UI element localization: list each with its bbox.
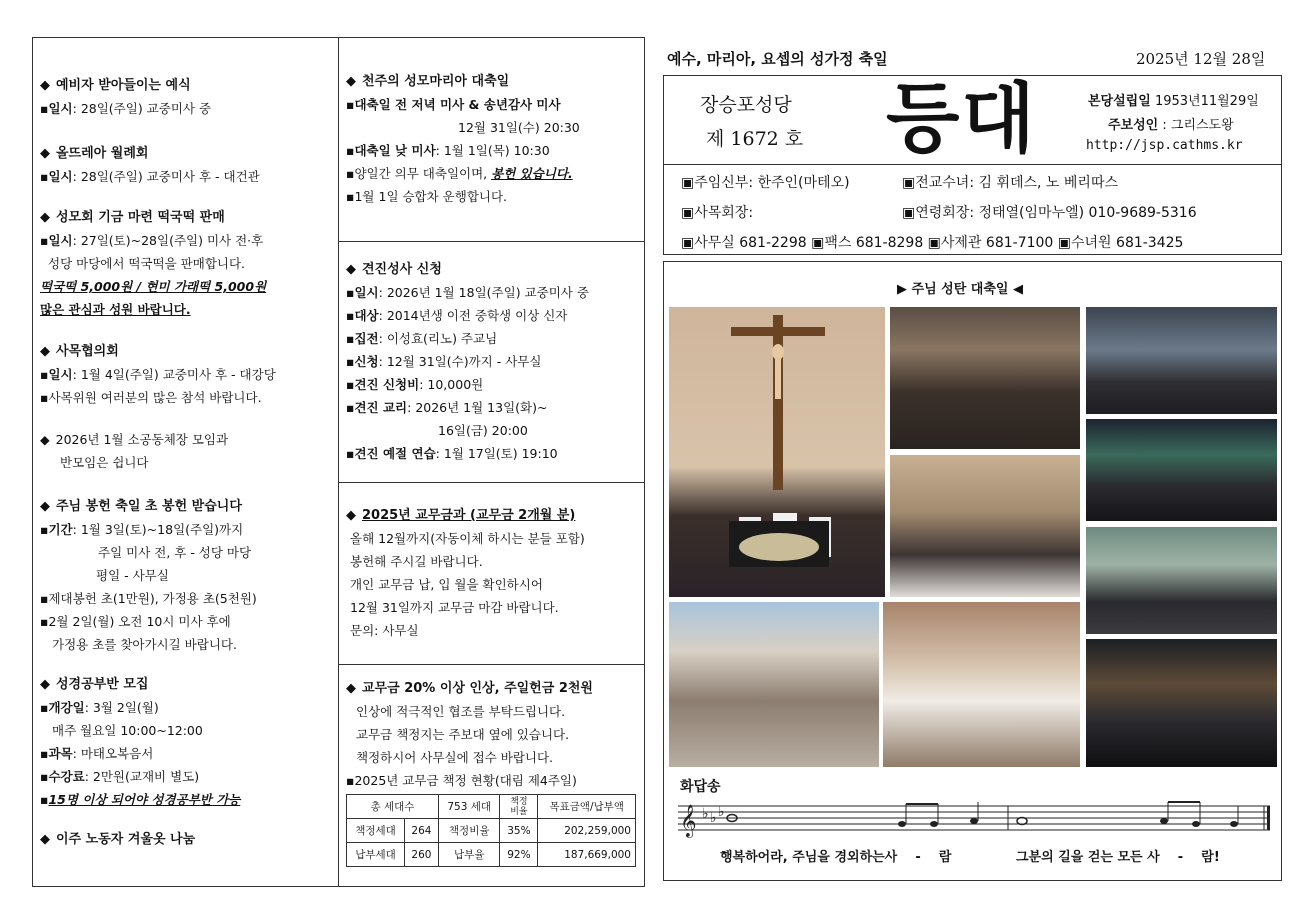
diamond-icon: ◆ (40, 677, 50, 692)
masthead-divider (663, 164, 1282, 165)
divider (338, 482, 644, 483)
diamond-icon: ◆ (40, 432, 50, 447)
hymn-lyric-2: 그분의 길을 걷는 모든 사 - 람! (1016, 850, 1220, 865)
svg-text:♭: ♭ (718, 804, 725, 820)
patron-saint: 주보성인 : 그리스도왕 (1108, 118, 1234, 133)
hymn-label: 화답송 (680, 779, 721, 795)
divider (338, 664, 644, 665)
diamond-icon: ◆ (346, 262, 356, 277)
photo-dancers (1086, 527, 1277, 634)
website-link[interactable]: http://jsp.cathms.kr (1086, 138, 1243, 153)
notice-catechumen: ◆ 예비자 받아들이는 예식 ▪일시: 28일(주일) 교중미사 중 (40, 78, 212, 116)
notice-rice-cake: ◆ 성모회 기금 마련 떡국떡 판매 ▪일시: 27일(토)~28일(주일) 미사 전·후 성당 마당에서 떡국떡을 판매합니다. 떡국떡 5,000원 / 현미 가래떡 5,000원 많은 관심과 성원 바랍니다. (40, 210, 267, 317)
bulletin-date: 2025년 12월 28일 (1136, 50, 1266, 68)
staff-sisters: ▣전교수녀: 김 휘데스, 노 베리따스 (902, 175, 1119, 191)
notice-migrant-clothes: ◆ 이주 노동자 겨울옷 나눔 (40, 832, 196, 847)
photo-food-sale (669, 602, 879, 767)
staff-pastor: ▣주임신부: 한주인(마테오) (681, 175, 850, 191)
diamond-icon: ◆ (40, 344, 50, 359)
founded-date: 본당설립일 1953년11월29일 (1088, 94, 1259, 109)
photo-courtyard-night (1086, 307, 1277, 414)
notice-mary-solemnity: ◆ 천주의 성모마리아 대축일 ▪대축일 전 저녁 미사 & 송년감사 미사 12월 31일(수) 20:30 ▪대축일 낮 미사: 1월 1일(목) 10:30 ▪양일간 의무 대축일이며, 봉헌 있습니다. ▪1월 1일 승합차 운행합니다. (346, 74, 580, 204)
staff-phones: ▣사무실 681-2298 ▣팩스 681-8298 ▣사제관 681-7100 ▣수녀원 681-3425 (681, 235, 1184, 251)
divider (338, 241, 644, 242)
notice-community: ◆ 2026년 1월 소공동체장 모임과 반모임은 쉽니다 (40, 432, 229, 470)
diamond-icon: ◆ (40, 832, 50, 847)
notice-bible-study: ◆ 성경공부반 모집 ▪개강일: 3월 2일(월) 매주 월요일 10:00~12:00 ▪과목: 마태오복음서 ▪수강료: 2만원(교재비 별도) ▪15명 이상 되어야 성경공부반 가능 (40, 677, 241, 807)
diamond-icon: ◆ (346, 74, 356, 89)
staff-council: ▣사목회장: (681, 205, 754, 221)
photo-panel-title: ▶ 주님 성탄 대축일 ◀ (897, 282, 1024, 297)
dues-table (346, 794, 636, 867)
diamond-icon: ◆ (346, 681, 356, 696)
notice-confirmation: ◆ 견진성사 신청 ▪일시: 2026년 1월 18일(주일) 교중미사 중 ▪대상: 2014년생 이전 중학생 이상 신자 ▪집전: 이성효(리노) 주교님 ▪신청: 12월 31일(수)까지 - 사무실 ▪견진 신청비: 10,000원 ▪견진 교리: 2026년 1월 13일(화)~ 16일(금) 20:00 ▪견진 예절 연습: 1월 17일(토) 19:10 (346, 262, 589, 461)
photo-gathering (1086, 639, 1277, 767)
parish-name: 장승포성당 (700, 94, 792, 116)
crucifix-icon (669, 307, 885, 597)
notice-candle: ◆ 주님 봉헌 축일 초 봉헌 받습니다 ▪기간: 1월 3일(토)~18일(주일)까지 주일 미사 전, 후 - 성당 마당 평일 - 사무실 ▪제대봉헌 초(1만원), 가정용 초(5천원) ▪2월 2일(월) 오전 10시 미사 후에 가정용 초를 찾아가시길 바랍니다. (40, 499, 257, 652)
notice-pastoral-council: ◆ 사목협의회 ▪일시: 1월 4일(주일) 교중미사 후 - 대강당 ▪사목위원 여러분의 많은 참석 바랍니다. (40, 344, 276, 405)
photo-altar (669, 307, 885, 597)
diamond-icon: ◆ (40, 78, 50, 93)
treble-clef-icon: 𝄞 (680, 804, 697, 837)
diamond-icon: ◆ (40, 499, 50, 514)
hymn-lyric-1: 행복하어라, 주님을 경외하는사 - 람 (720, 850, 952, 865)
table-row: 총 세대수 753 세대 책정 비율 목표금액/납부액 (347, 795, 636, 819)
diamond-icon: ◆ (346, 508, 356, 523)
notice-oltrea: ◆ 올뜨레아 월례회 ▪일시: 28일(주일) 교중미사 후 - 대건관 (40, 146, 260, 184)
diamond-icon: ◆ (40, 146, 50, 161)
issue-number: 제 1672 호 (706, 128, 804, 150)
masthead-title: 등대 (886, 74, 1037, 163)
photo-interior-choir (890, 455, 1080, 597)
notice-dues-increase: ◆ 교무금 20% 이상 인상, 주일헌금 2천원 인상에 적극적인 협조를 부탁드립니다. 교무금 책정지는 주보대 옆에 있습니다. 책정하시어 사무실에 접수 바랍니다. ▪2025년 교무금 책정 현황(대림 제4주일) (346, 681, 593, 788)
photo-congregation (890, 307, 1080, 449)
photo-crowd-night (1086, 419, 1277, 521)
diamond-icon: ◆ (40, 210, 50, 225)
music-staff (678, 796, 1274, 842)
notice-church-dues: ◆ 2025년 교무금과 (교무금 2개월 분) 올해 12월까지(자동이체 하시는 분들 포함) 봉헌해 주시길 바랍니다. 개인 교무금 납, 입 월을 확인하시어 12월 31일까지 교무금 마감 바랍니다. 문의: 사무실 (346, 508, 585, 638)
staff-elders: ▣연령회장: 정태열(임마누엘) 010-9689-5316 (902, 205, 1197, 221)
feast-title: 예수, 마리아, 요셉의 성가정 축일 (667, 50, 888, 68)
table-row: 책정세대 264 책정비율 35% 202,259,000 (347, 819, 636, 843)
svg-text:♭: ♭ (710, 810, 717, 826)
photo-servers (883, 602, 1080, 767)
table-row: 납부세대 260 납부율 92% 187,669,000 (347, 843, 636, 867)
svg-text:♭: ♭ (702, 806, 709, 822)
